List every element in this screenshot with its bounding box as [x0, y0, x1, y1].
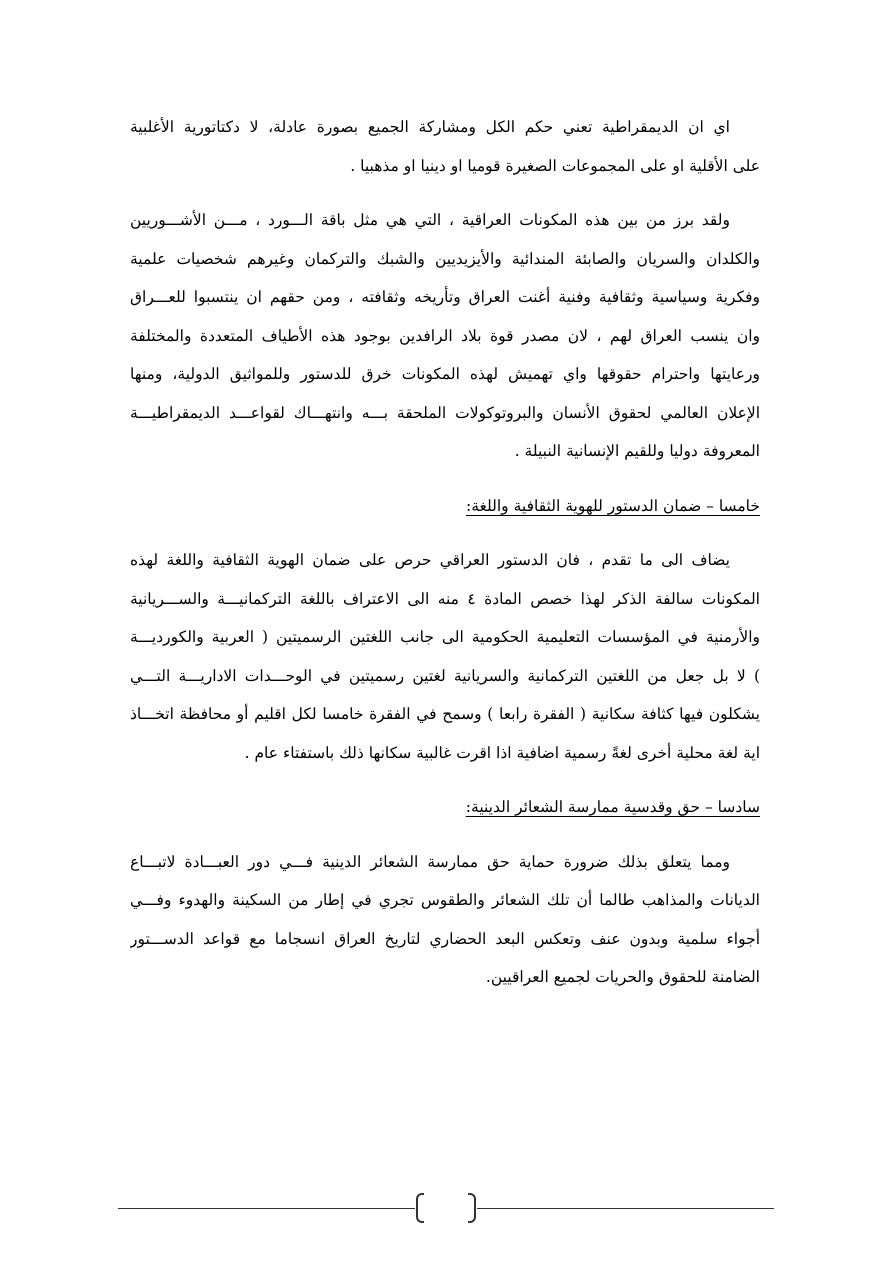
text-line: الضامنة للحقوق والحريات لجميع العراقيين. — [485, 968, 760, 986]
text-line: اي ان الديمقراطية تعني حكم الكل ومشاركة الجميع بصورة عادلة، لا دكتاتورية الأغلبية — [130, 118, 730, 136]
section-heading-sixth: سادسا – حق وقدسية ممارسة الشعائر الدينية: — [465, 798, 760, 816]
text-line: ولقد برز من بين هذه المكونات العراقية ، التي هي مثل باقة الـــورد ، مـــن الأشـــوريين — [130, 211, 730, 229]
document-body — [130, 108, 760, 1013]
text-line: وان ينسب العراق لهم ، لان مصدر قوة بلاد الرافدين بوجود هذه الأطياف المتعددة والمختلفة — [130, 326, 760, 345]
text-line: المكونات سالفة الذكر لهذا خصص المادة ٤ منه الى الاعتراف باللغة التركمانيـــة والســـريانية — [130, 589, 760, 608]
text-line: يضاف الى ما تقدم ، فان الدستور العراقي حرص على ضمان الهوية الثقافية واللغة لهذه — [130, 551, 730, 569]
section-heading-fifth: خامسا – ضمان الدستور للهوية الثقافية واللغة: — [466, 496, 760, 515]
text-line: ومما يتعلق بذلك ضرورة حماية حق ممارسة الشعائر الدينية فـــي دور العبـــادة لاتبـــاع — [130, 852, 730, 871]
footer-bracket-right — [468, 1193, 476, 1223]
paragraph-cultural-identity — [130, 541, 760, 772]
text-line: المعروفة دوليا وللقيم الإنسانية النبيلة . — [514, 442, 760, 460]
paragraph-components — [130, 201, 760, 471]
footer-bracket-left — [416, 1193, 424, 1223]
text-line: يشكلون فيها كثافة سكانية ( الفقرة رابعا ) وسمح في الفقرة خامسا لكل اقليم أو محافظة اتخـــاذ — [130, 705, 760, 723]
footer-rule-right — [477, 1208, 774, 1209]
page-footer — [118, 1193, 774, 1223]
footer-rule-left — [118, 1208, 415, 1209]
text-line: الديانات والمذاهب طالما أن تلك الشعائر والطقوس تجري في إطار من السكينة والهدوء وفـــي — [130, 891, 760, 909]
text-line: على الأقلية او على المجموعات الصغيرة قوميا او دينيا او مذهبيا . — [350, 156, 760, 175]
text-line: وفكرية وسياسية وثقافية وفنية أغنت العراق وتأريخه وثقافته ، ومن حقهم ان ينتسبوا للعـــراق — [130, 288, 760, 306]
text-line: الإعلان العالمي لحقوق الأنسان والبروتوكولات الملحقة بـــه وانتهـــاك لقواعـــد الديمقراطيـــة — [130, 403, 760, 422]
text-line: ) لا بل جعل من اللغتين التركمانية والسريانية لغتين رسميتين في الوحـــدات الاداريـــة التـــي — [130, 666, 760, 685]
paragraph-democracy — [130, 108, 760, 185]
paragraph-religious-rites — [130, 843, 760, 997]
text-line: والكلدان والسريان والصابئة المندائية والأيزيديين والشبك والتركمان وغيرهم شخصيات علمية — [130, 249, 760, 268]
text-line: أجواء سلمية وبدون عنف وتعكس البعد الحضاري لتاريخ العراق انسجاما مع قواعد الدســـتور — [130, 929, 760, 948]
text-line: والأرمنية في المؤسسات التعليمية الحكومية الى جانب اللغتين الرسميتين ( العربية والكورديـــة — [130, 628, 760, 646]
text-line: اية لغة محلية أخرى لغةً رسمية اضافية اذا اقرت غالبية سكانها ذلك باستفتاء عام . — [244, 743, 760, 762]
text-line: ورعايتها واحترام حقوقها واي تهميش لهذه المكونات خرق للدستور وللمواثيق الدولية، ومنها — [130, 365, 760, 383]
